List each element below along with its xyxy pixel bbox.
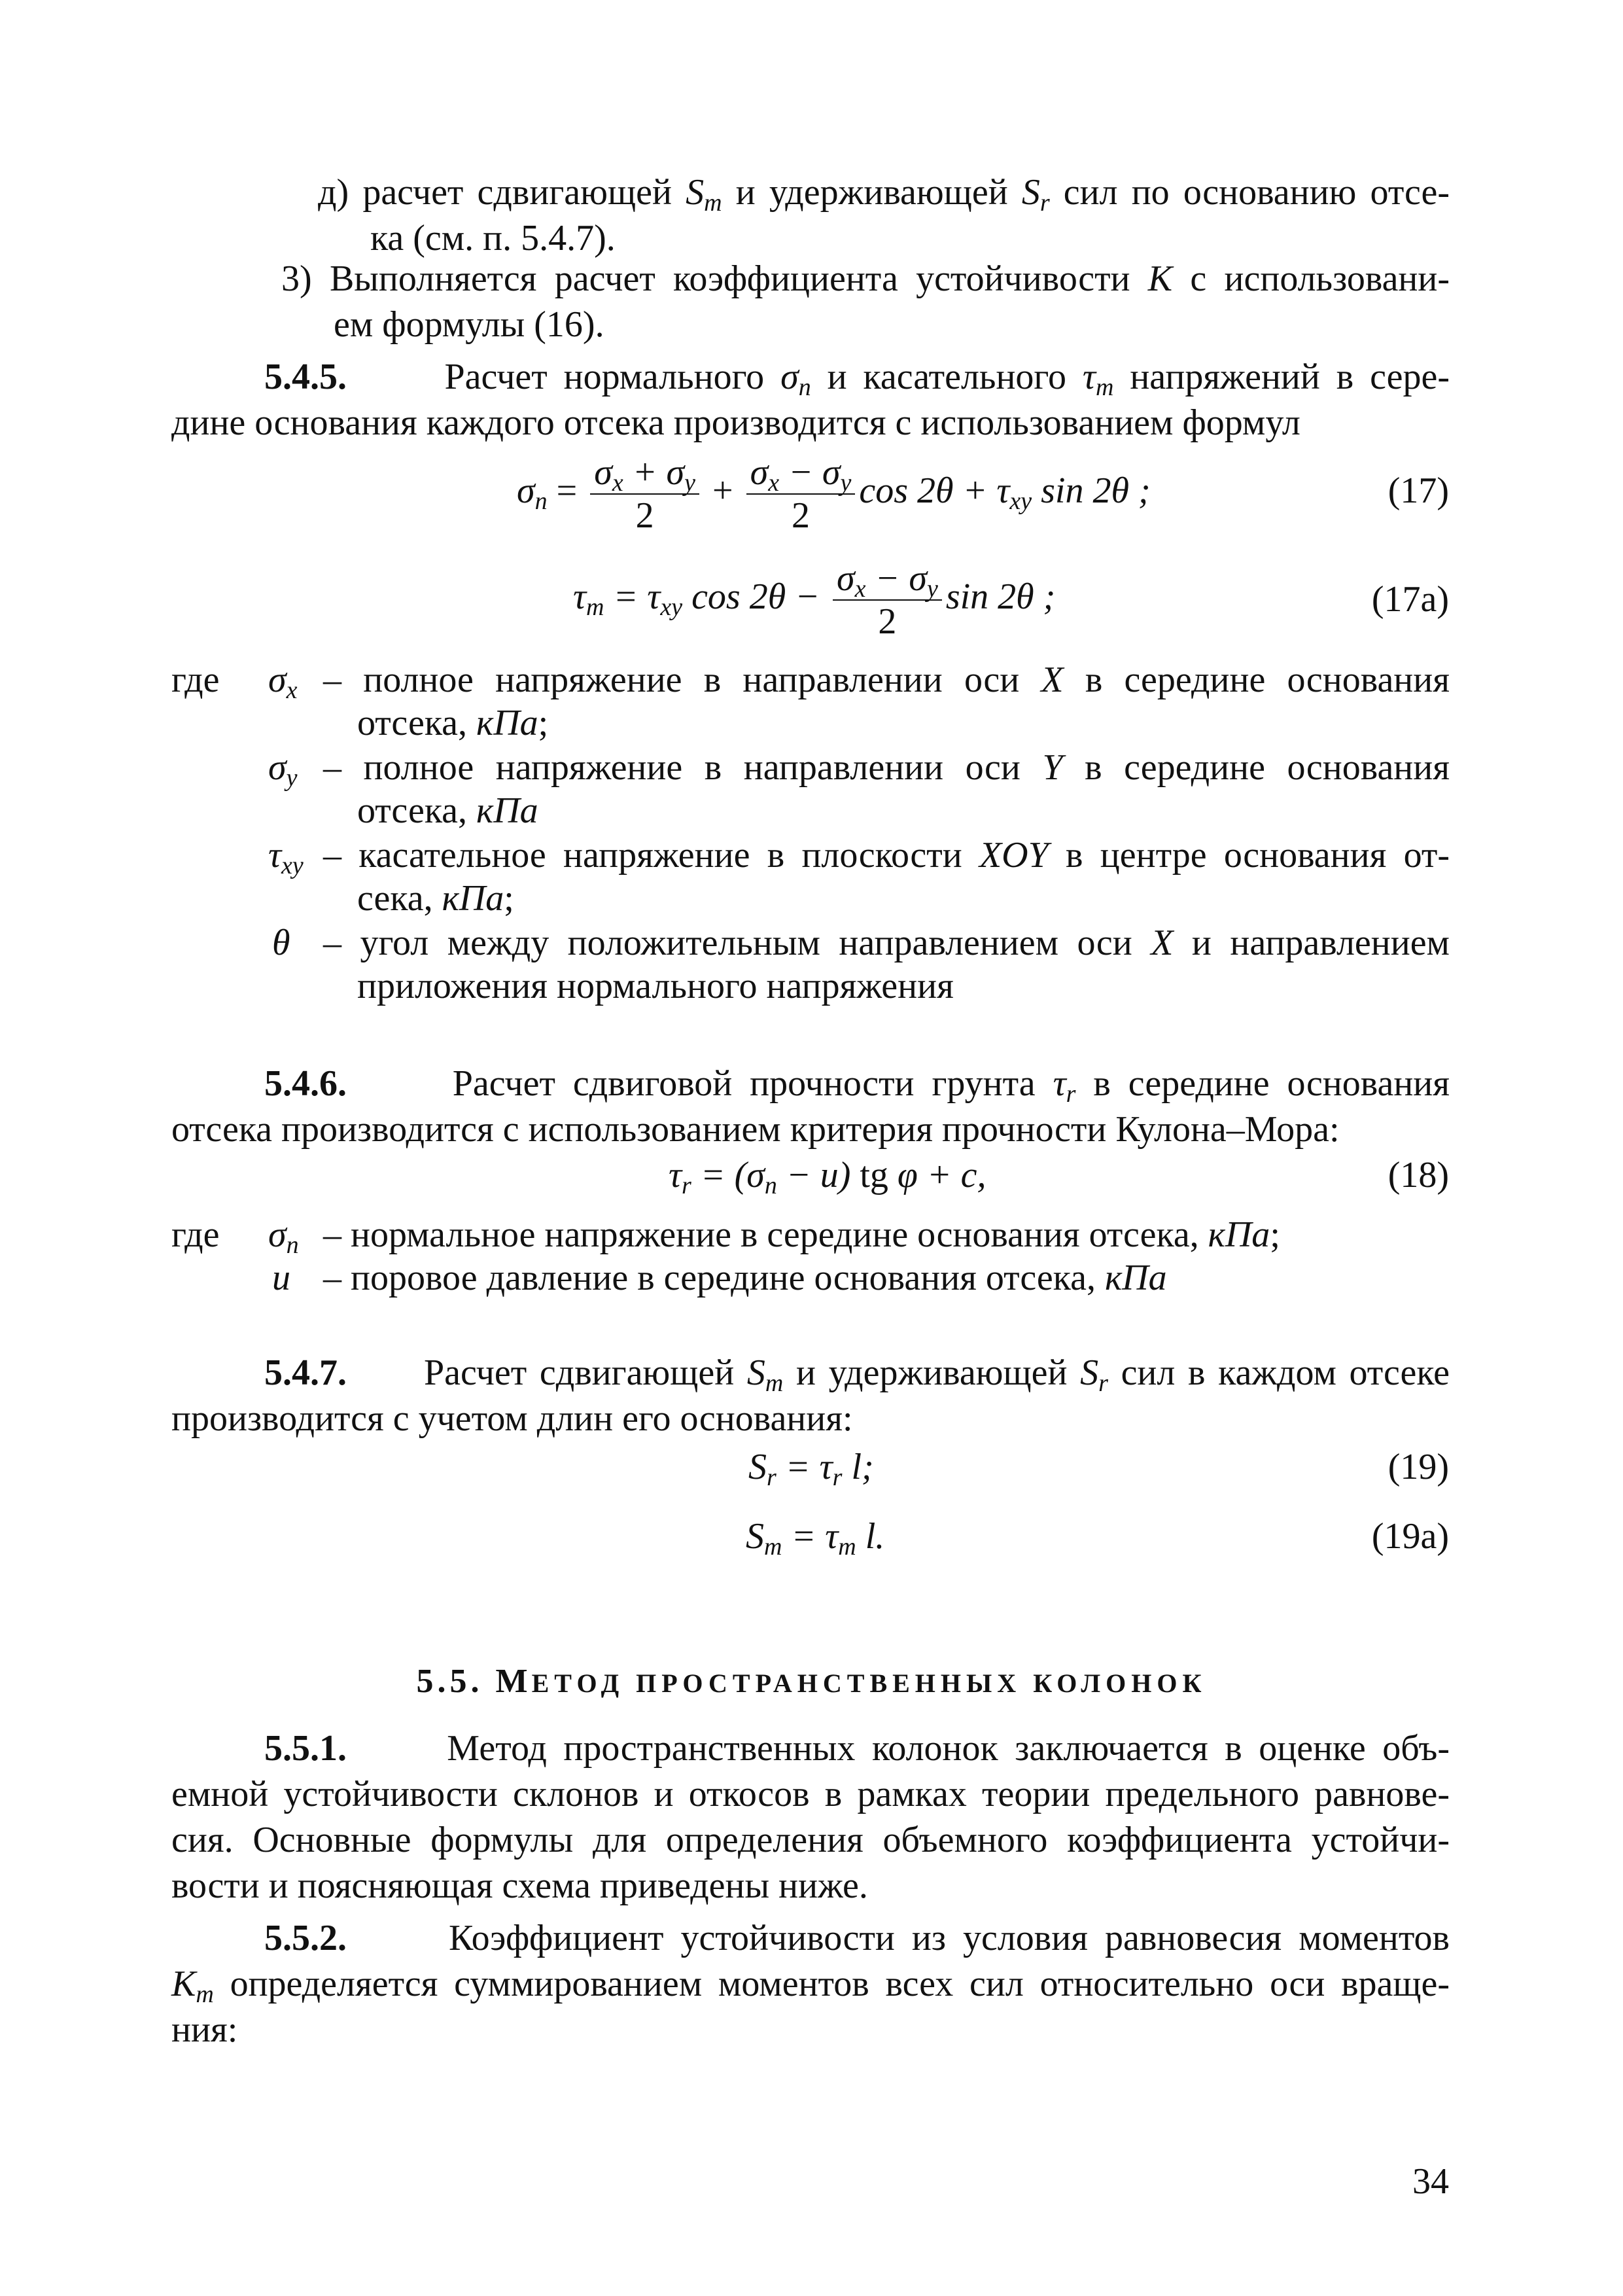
paragraph-551: 5.5.1. Метод пространственных колонок заключается в оценке объ- — [264, 1728, 1450, 1769]
def-text-line2: сека, кПа; — [357, 878, 514, 919]
paragraph-545: 5.4.5. Расчет нормального $\sigma_n$ и касательного $\tau_m$ напряжений в сере- — [264, 357, 1450, 401]
equation-number: (18) — [1387, 1155, 1449, 1195]
paragraph-551-line2: емной устойчивости склонов и откосов в рамках теории предельного равнове- — [171, 1774, 1450, 1814]
equation-18: $\tau_r = (\sigma_n - u)$ tg φ + c, — [669, 1155, 986, 1199]
def-symbol: $\sigma_x$ — [268, 660, 298, 704]
clause-number: 5.4.6. — [264, 1063, 347, 1104]
paragraph-551-line3: сия. Основные формулы для определения объемного коэффициента устойчи- — [171, 1820, 1450, 1860]
equation-17a: $\tau_m = \tau_{xy}$ cos 2θ − $\frac{\sigma_x - \sigma_y}{2}$ sin 2θ ; — [573, 558, 1056, 642]
def-text-line2: отсека, кПа — [357, 790, 538, 831]
def-text-line2: приложения нормального напряжения — [357, 966, 954, 1006]
paragraph-552-line3: ния: — [171, 2009, 238, 2050]
paragraph-552-line2: $K_m$ определяется суммированием моментов всех сил относительно оси враще- — [171, 1964, 1450, 2008]
fraction: $\frac{\sigma_x - \sigma_y}{2}$ — [746, 451, 856, 537]
list-item-3: 3) Выполняется расчет коэффициента устойчивости K с использовани- — [281, 258, 1450, 299]
def-text: – полное напряжение в направлении оси Y в середине основания — [323, 747, 1450, 788]
def-symbol: u — [272, 1258, 290, 1298]
clause-number: 5.5.2. — [264, 1918, 347, 1958]
section-heading: 5.5. МЕТОД ПРОСТРАНСТВЕННЫХ КОЛОНОК — [416, 1663, 1207, 1700]
def-text: – касательное напряжение в плоскости XOY в центре основания от- — [323, 835, 1450, 875]
list-marker: д) — [318, 172, 349, 213]
def-symbol: $\sigma_y$ — [268, 747, 298, 792]
fraction: $\frac{\sigma_x - \sigma_y}{2}$ — [833, 557, 942, 643]
def-text: – угол между положительным направлением оси X и направлением — [323, 923, 1450, 963]
equation-17: $\sigma_n$ = $\frac{\sigma_x + \sigma_y}{2}$ + $\frac{\sigma_x - \sigma_y}{2}$ $\cos 2\theta + \tau_{xy}$ sin 2θ ; — [517, 452, 1151, 536]
clause-number: 5.5.1. — [264, 1728, 347, 1769]
def-symbol: $\tau_{xy}$ — [268, 835, 304, 879]
def-text-line2: отсека, кПа; — [357, 703, 549, 743]
list-item-d: д) расчет сдвигающей $S_m$ и удерживающей $S_r$ сил по основанию отсе- — [318, 172, 1450, 217]
paragraph-551-line4: вости и поясняющая схема приведены ниже. — [171, 1865, 868, 1906]
paragraph-552: 5.5.2. Коэффициент устойчивости из условия равновесия моментов — [264, 1918, 1450, 1958]
paragraph-547-line2: производится с учетом длин его основания: — [171, 1398, 853, 1439]
paragraph-546-line2: отсека производится с использованием критерия прочности Кулона–Мора: — [171, 1109, 1340, 1150]
list-marker: 3) — [281, 258, 312, 299]
clause-number: 5.4.7. — [264, 1352, 347, 1393]
paragraph-546: 5.4.6. Расчет сдвиговой прочности грунта $\tau_r$ в середине основания — [264, 1063, 1450, 1108]
def-text: – нормальное напряжение в середине основания отсека, кПа; — [323, 1214, 1280, 1255]
def-text: – полное напряжение в направлении оси X в середине основания — [323, 660, 1450, 700]
equation-number: (17а) — [1371, 579, 1449, 620]
paragraph-547: 5.4.7. Расчет сдвигающей $S_m$ и удерживающей $S_r$ сил в каждом отсеке — [264, 1352, 1450, 1397]
def-symbol: θ — [272, 923, 290, 963]
list-item-d-line2: ка (см. п. 5.4.7). — [370, 218, 616, 258]
equation-number: (17) — [1387, 470, 1449, 511]
paragraph-545-line2: дине основания каждого отсека производится с использованием формул — [171, 402, 1300, 443]
equation-19: $S_r = \tau_r$ l; — [748, 1447, 874, 1491]
equation-19a: $S_m = \tau_m$ l. — [746, 1516, 885, 1561]
def-symbol: $\sigma_n$ — [268, 1214, 299, 1259]
fraction: $\frac{\sigma_x + \sigma_y}{2}$ — [590, 451, 699, 537]
equation-number: (19а) — [1371, 1516, 1449, 1557]
clause-number: 5.4.5. — [264, 357, 347, 397]
list-item-3-line2: ем формулы (16). — [334, 304, 604, 345]
def-text: – поровое давление в середине основания отсека, кПа — [323, 1258, 1167, 1298]
where-label: где — [171, 1214, 220, 1255]
equation-number: (19) — [1387, 1447, 1449, 1487]
where-label: где — [171, 660, 220, 700]
page-number: 34 — [1412, 2161, 1449, 2202]
